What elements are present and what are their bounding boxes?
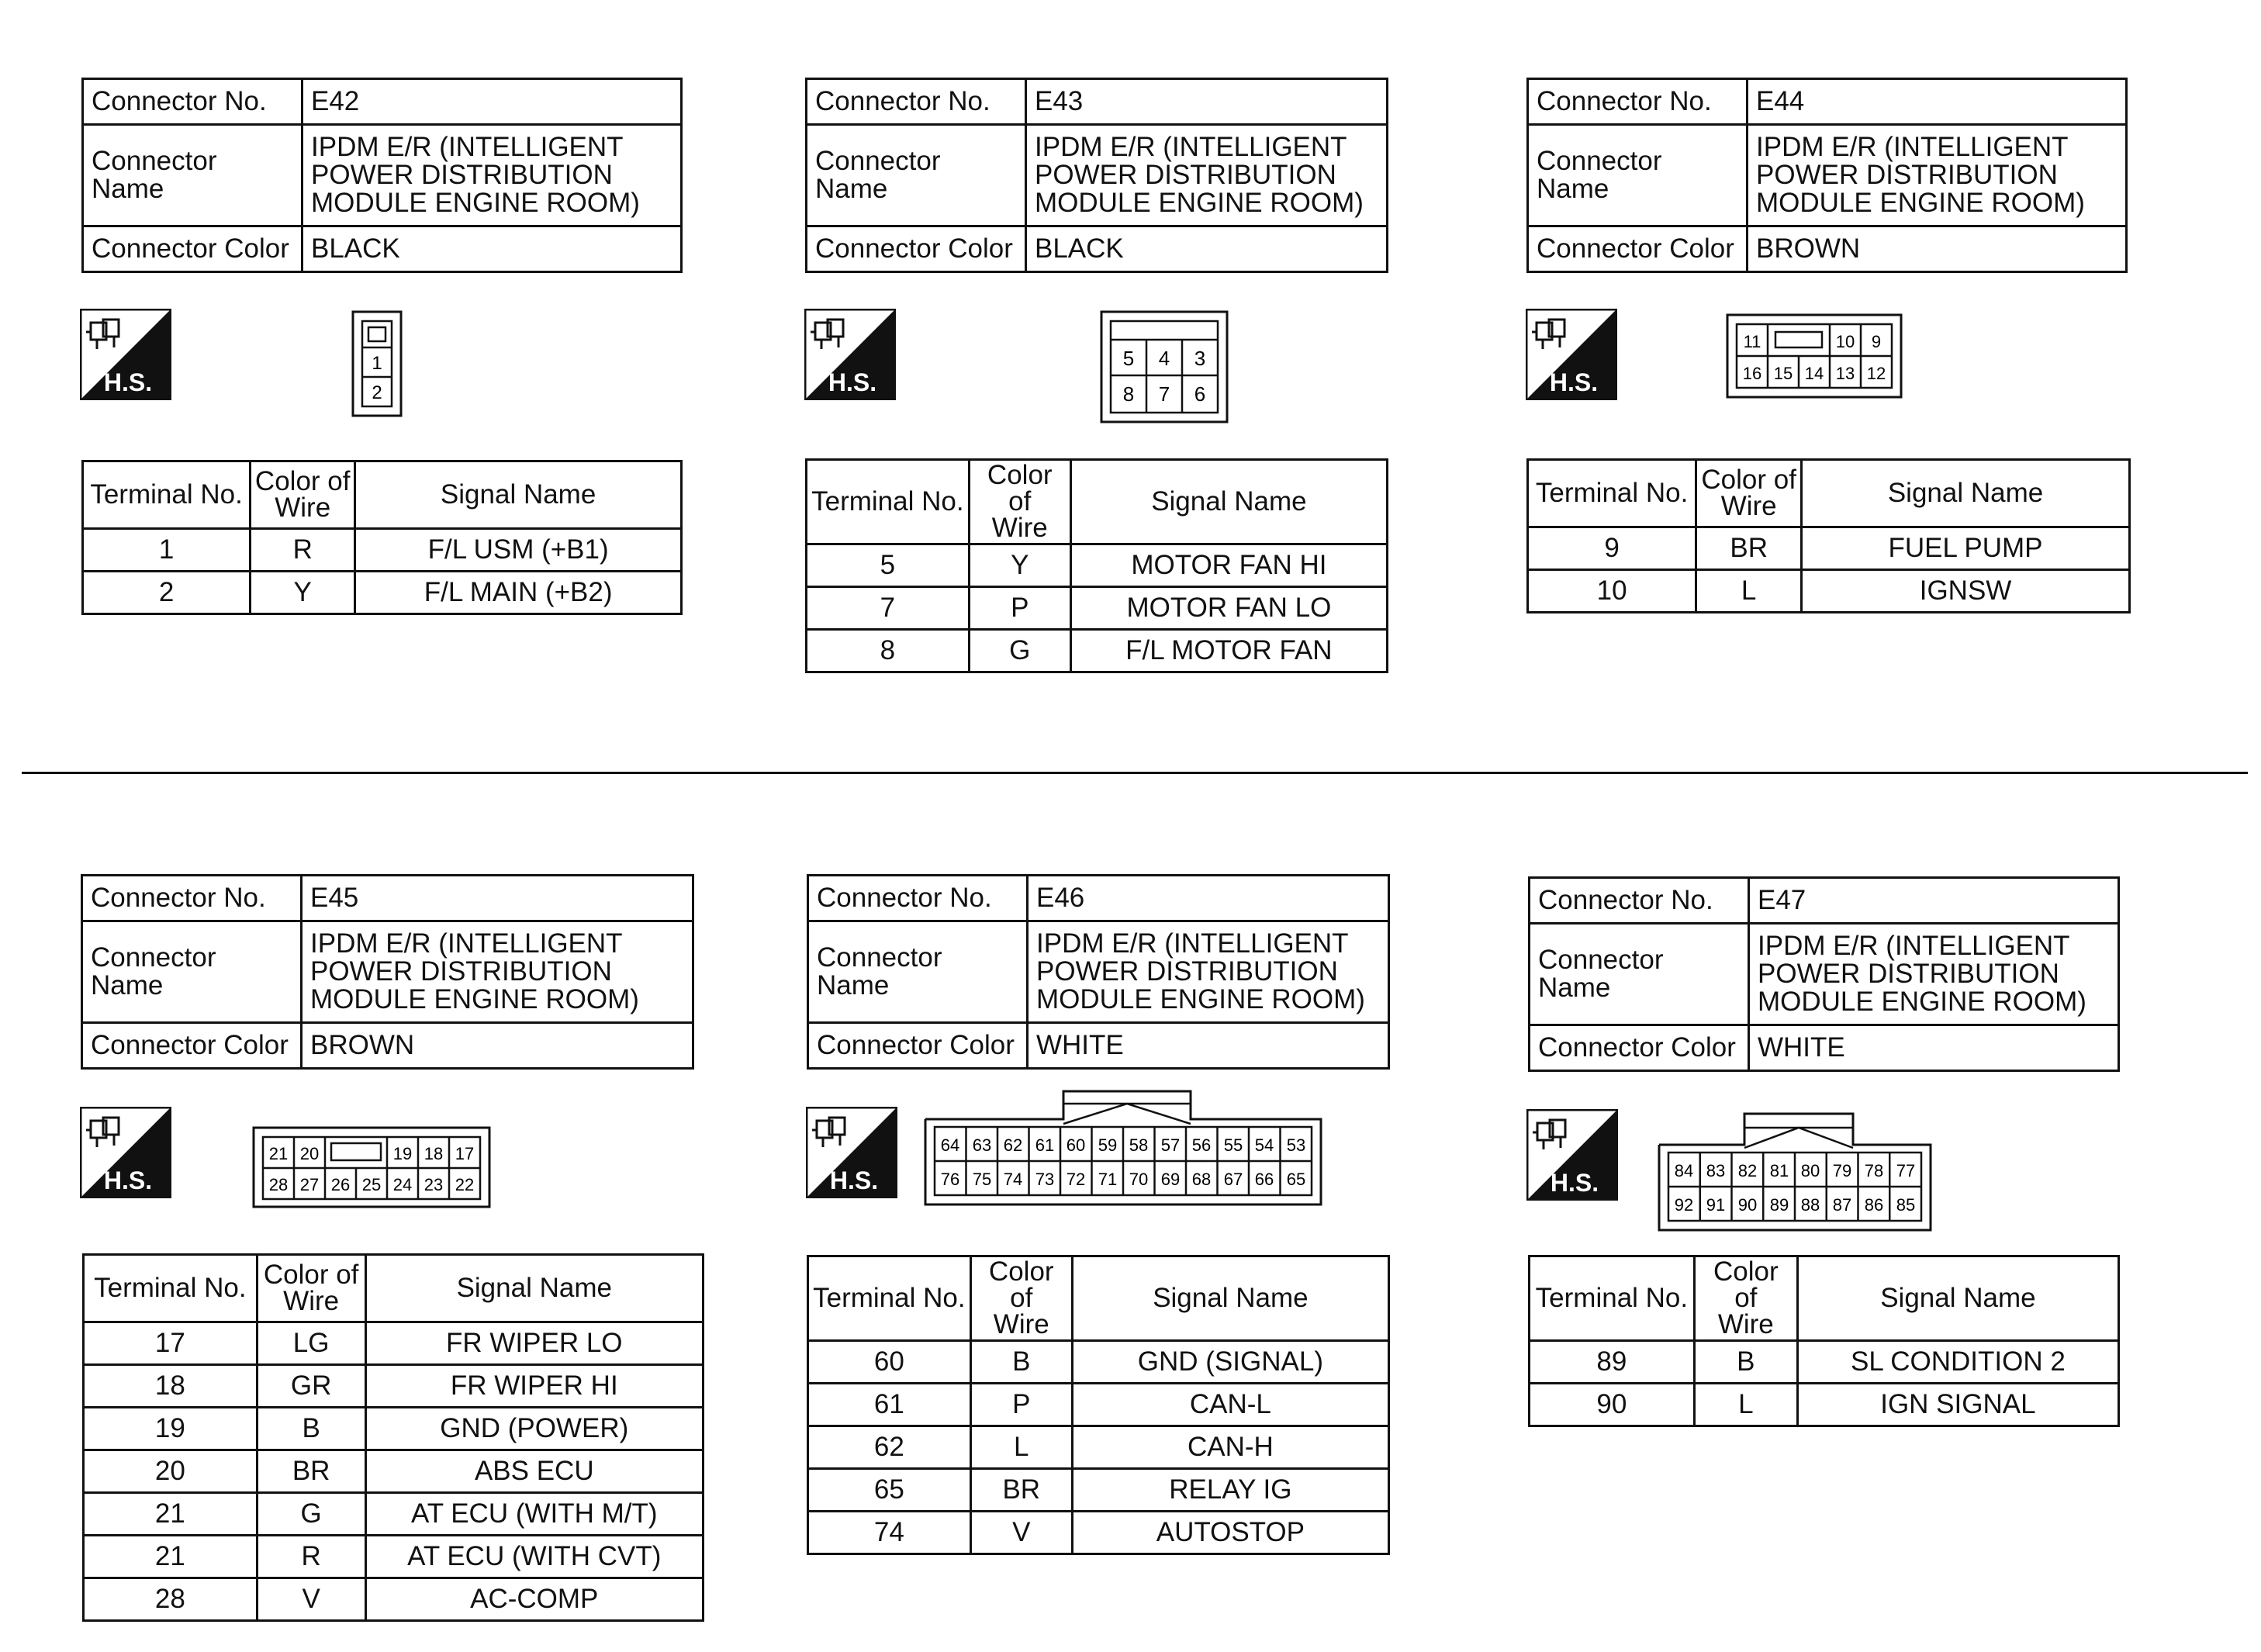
pin-label: 3	[1194, 347, 1206, 370]
harness-side-icon	[80, 1107, 171, 1198]
connector-no-label: Connector No.	[1530, 878, 1749, 924]
pin-label: 23	[424, 1175, 444, 1194]
terminal-no: 21	[84, 1493, 258, 1536]
connector-face-e46	[924, 1088, 1322, 1206]
pin-label: 76	[940, 1170, 960, 1189]
pin-label: 9	[1871, 332, 1882, 351]
wire-color-header: Color of Wire	[257, 1255, 365, 1322]
signal-name: ABS ECU	[365, 1450, 703, 1493]
terminal-table	[81, 460, 683, 615]
connector-info-table	[807, 874, 1390, 1070]
pin-label: 11	[1743, 332, 1761, 351]
wire-color: B	[970, 1341, 1072, 1384]
pin-label: 18	[424, 1144, 444, 1163]
pin-label: 62	[1003, 1135, 1023, 1155]
pin-label: 13	[1835, 364, 1855, 383]
connector-color-value: WHITE	[1028, 1023, 1389, 1069]
pin-label: 55	[1223, 1135, 1243, 1155]
table-row	[84, 1536, 704, 1578]
pin-label: 56	[1191, 1135, 1212, 1155]
connector-color-label: Connector Color	[82, 1023, 302, 1069]
pin-label: 68	[1191, 1170, 1212, 1189]
pin-label: 71	[1098, 1170, 1118, 1189]
pin-label: 21	[268, 1144, 289, 1163]
terminal-no: 2	[83, 572, 251, 614]
signal-name: MOTOR FAN LO	[1070, 587, 1387, 630]
pin-label: 20	[299, 1144, 320, 1163]
pin-label: 91	[1706, 1195, 1726, 1215]
pin-label: 2	[372, 382, 382, 403]
connector-no-value: E46	[1028, 876, 1389, 921]
pin-label: 88	[1800, 1195, 1820, 1215]
pin-label: 5	[1122, 347, 1135, 370]
harness-side-icon	[80, 309, 171, 400]
signal-name-header: Signal Name	[1802, 460, 2130, 527]
signal-name: AT ECU (WITH CVT)	[365, 1536, 703, 1578]
hs-label: H.S.	[1550, 1169, 1599, 1197]
pin-label: 63	[972, 1135, 992, 1155]
terminal-no: 1	[83, 529, 251, 572]
terminal-no: 8	[807, 630, 970, 672]
terminal-table	[1528, 1255, 2120, 1427]
wire-color: P	[969, 587, 1070, 630]
wire-color: G	[257, 1493, 365, 1536]
wire-color: GR	[257, 1365, 365, 1408]
table-row	[1530, 1341, 2119, 1384]
connector-no-label: Connector No.	[82, 876, 302, 921]
table-row	[1530, 1384, 2119, 1426]
connector-name-label: Connector Name	[82, 921, 302, 1023]
connector-face-e42	[351, 310, 403, 417]
terminal-table	[807, 1255, 1390, 1555]
signal-name-header: Signal Name	[1072, 1256, 1388, 1341]
connector-block-e43	[805, 78, 1388, 273]
signal-name: GND (POWER)	[365, 1408, 703, 1450]
terminal-no: 19	[84, 1408, 258, 1450]
hs-label: H.S.	[828, 368, 877, 396]
pin-label: 75	[972, 1170, 992, 1189]
terminal-no: 20	[84, 1450, 258, 1493]
terminal-no: 5	[807, 544, 970, 587]
signal-name: IGNSW	[1802, 570, 2130, 613]
connector-face-e45	[252, 1126, 491, 1208]
pin-label: 16	[1742, 364, 1762, 383]
wire-color: B	[1694, 1341, 1797, 1384]
terminal-no: 61	[808, 1384, 971, 1426]
pin-label: 82	[1737, 1161, 1758, 1180]
table-row	[84, 1493, 704, 1536]
pin-label: 79	[1832, 1161, 1852, 1180]
pin-label: 22	[455, 1175, 475, 1194]
terminal-no: 17	[84, 1322, 258, 1365]
pin-label: 4	[1158, 347, 1170, 370]
wire-color: L	[1696, 570, 1802, 613]
table-row	[84, 1408, 704, 1450]
pin-label: 81	[1769, 1161, 1789, 1180]
signal-name-header: Signal Name	[1070, 460, 1387, 544]
connector-no-label: Connector No.	[808, 876, 1028, 921]
connector-block-e47	[1528, 876, 2120, 1072]
connector-face-e44	[1726, 313, 1903, 399]
signal-name-header: Signal Name	[1797, 1256, 2118, 1341]
hs-label: H.S.	[1549, 368, 1599, 396]
hs-label: H.S.	[103, 368, 153, 396]
table-row	[84, 1365, 704, 1408]
connector-no-label: Connector No.	[83, 79, 303, 125]
signal-name: IGN SIGNAL	[1797, 1384, 2118, 1426]
pin-label: 78	[1864, 1161, 1884, 1180]
connector-color-value: BROWN	[1748, 226, 2127, 272]
connector-info-table	[81, 78, 683, 273]
signal-name: CAN-H	[1072, 1426, 1388, 1469]
pin-label: 72	[1066, 1170, 1086, 1189]
wire-color: L	[1694, 1384, 1797, 1426]
pin-label: 53	[1286, 1135, 1306, 1155]
pin-label: 77	[1896, 1161, 1916, 1180]
terminal-table	[82, 1253, 704, 1622]
pin-label: 28	[268, 1175, 289, 1194]
connector-name-label: Connector Name	[1528, 125, 1748, 226]
connector-info-table	[1526, 78, 2128, 273]
connector-face-e43	[1100, 310, 1229, 423]
signal-name: F/L MOTOR FAN	[1070, 630, 1387, 672]
pin-label: 57	[1160, 1135, 1181, 1155]
connector-color-value: WHITE	[1749, 1025, 2119, 1071]
pin-label: 25	[361, 1175, 382, 1194]
wire-color: L	[970, 1426, 1072, 1469]
connector-block-e42	[81, 78, 683, 273]
table-row	[807, 630, 1388, 672]
pin-label: 8	[1122, 382, 1135, 406]
table-row	[1528, 570, 2130, 613]
terminal-no: 18	[84, 1365, 258, 1408]
connector-name-value: IPDM E/R (INTELLIGENT POWER DISTRIBUTION MODULE ENGINE ROOM)	[1026, 125, 1388, 226]
pin-label: 24	[392, 1175, 413, 1194]
wire-color-header: Color of Wire	[1696, 460, 1802, 527]
table-row	[1528, 527, 2130, 570]
connector-color-label: Connector Color	[808, 1023, 1028, 1069]
connector-face-e47	[1658, 1111, 1932, 1232]
terminal-no-header: Terminal No.	[1528, 460, 1696, 527]
pin-label: 6	[1194, 382, 1206, 406]
pin-label: 65	[1286, 1170, 1306, 1189]
pin-label: 19	[392, 1144, 413, 1163]
connector-name-label: Connector Name	[1530, 924, 1749, 1025]
wire-color: V	[257, 1578, 365, 1621]
terminal-no: 65	[808, 1469, 971, 1512]
terminal-no: 60	[808, 1341, 971, 1384]
connector-info-table	[805, 78, 1388, 273]
connector-name-label: Connector Name	[83, 125, 303, 226]
terminal-no: 9	[1528, 527, 1696, 570]
connector-block-e45	[81, 874, 694, 1070]
wire-color: P	[970, 1384, 1072, 1426]
connector-no-value: E42	[303, 79, 682, 125]
pin-label: 27	[299, 1175, 320, 1194]
connector-name-value: IPDM E/R (INTELLIGENT POWER DISTRIBUTION MODULE ENGINE ROOM)	[302, 921, 693, 1023]
pin-label: 14	[1804, 364, 1824, 383]
hs-label: H.S.	[103, 1166, 153, 1194]
signal-name: AC-COMP	[365, 1578, 703, 1621]
terminal-no: 74	[808, 1512, 971, 1554]
connector-no-value: E44	[1748, 79, 2127, 125]
pin-label: 84	[1674, 1161, 1694, 1180]
connector-no-value: E47	[1749, 878, 2119, 924]
wire-color: V	[970, 1512, 1072, 1554]
pin-label: 61	[1035, 1135, 1055, 1155]
pin-label: 60	[1066, 1135, 1086, 1155]
table-row	[808, 1426, 1389, 1469]
signal-name: FR WIPER HI	[365, 1365, 703, 1408]
harness-side-icon	[804, 309, 896, 400]
pin-label: 7	[1158, 382, 1170, 406]
connector-no-value: E43	[1026, 79, 1388, 125]
wire-color: BR	[970, 1469, 1072, 1512]
connector-color-value: BLACK	[303, 226, 682, 272]
wire-color-header: Color of Wire	[1694, 1256, 1797, 1341]
wire-color: LG	[257, 1322, 365, 1365]
connector-no-value: E45	[302, 876, 693, 921]
signal-name: F/L USM (+B1)	[355, 529, 682, 572]
pin-label: 83	[1706, 1161, 1726, 1180]
pin-label: 89	[1769, 1195, 1789, 1215]
signal-name-header: Signal Name	[365, 1255, 703, 1322]
pin-label: 70	[1129, 1170, 1149, 1189]
connector-color-label: Connector Color	[1530, 1025, 1749, 1071]
wire-color: Y	[969, 544, 1070, 587]
pin-label: 87	[1832, 1195, 1852, 1215]
wire-color: R	[257, 1536, 365, 1578]
terminal-no: 28	[84, 1578, 258, 1621]
pin-label: 26	[330, 1175, 351, 1194]
connector-name-label: Connector Name	[808, 921, 1028, 1023]
connector-color-label: Connector Color	[83, 226, 303, 272]
wire-color: BR	[257, 1450, 365, 1493]
pin-label: 74	[1003, 1170, 1023, 1189]
table-row	[807, 587, 1388, 630]
pin-label: 1	[372, 353, 382, 374]
pin-label: 85	[1896, 1195, 1916, 1215]
harness-side-icon	[806, 1107, 897, 1198]
table-row	[84, 1322, 704, 1365]
pin-label: 10	[1835, 332, 1855, 351]
terminal-no: 89	[1530, 1341, 1695, 1384]
pin-label: 58	[1129, 1135, 1149, 1155]
table-row	[808, 1512, 1389, 1554]
pin-label: 59	[1098, 1135, 1118, 1155]
wire-color: R	[251, 529, 355, 572]
connector-name-value: IPDM E/R (INTELLIGENT POWER DISTRIBUTION MODULE ENGINE ROOM)	[1749, 924, 2119, 1025]
connector-block-e44	[1526, 78, 2128, 273]
pin-label: 15	[1773, 364, 1793, 383]
wire-color-header: Color of Wire	[969, 460, 1070, 544]
table-row	[808, 1341, 1389, 1384]
terminal-table	[805, 458, 1388, 673]
table-row	[808, 1469, 1389, 1512]
wire-color: Y	[251, 572, 355, 614]
terminal-no-header: Terminal No.	[84, 1255, 258, 1322]
terminal-no: 10	[1528, 570, 1696, 613]
connector-color-label: Connector Color	[807, 226, 1026, 272]
pin-label: 69	[1160, 1170, 1181, 1189]
terminal-no: 21	[84, 1536, 258, 1578]
signal-name: AT ECU (WITH M/T)	[365, 1493, 703, 1536]
table-row	[807, 544, 1388, 587]
terminal-no: 90	[1530, 1384, 1695, 1426]
connector-info-table	[1528, 876, 2120, 1072]
connector-no-label: Connector No.	[807, 79, 1026, 125]
connector-color-value: BLACK	[1026, 226, 1388, 272]
table-row	[84, 1578, 704, 1621]
connector-color-value: BROWN	[302, 1023, 693, 1069]
terminal-no: 7	[807, 587, 970, 630]
signal-name: FR WIPER LO	[365, 1322, 703, 1365]
signal-name: F/L MAIN (+B2)	[355, 572, 682, 614]
signal-name: MOTOR FAN HI	[1070, 544, 1387, 587]
connector-block-e46	[807, 874, 1390, 1070]
connector-info-table	[81, 874, 694, 1070]
harness-side-icon	[1526, 1109, 1618, 1201]
signal-name: RELAY IG	[1072, 1469, 1388, 1512]
table-row	[808, 1384, 1389, 1426]
connector-name-value: IPDM E/R (INTELLIGENT POWER DISTRIBUTION MODULE ENGINE ROOM)	[1028, 921, 1389, 1023]
signal-name: CAN-L	[1072, 1384, 1388, 1426]
pin-label: 17	[455, 1144, 475, 1163]
signal-name-header: Signal Name	[355, 461, 682, 529]
signal-name: FUEL PUMP	[1802, 527, 2130, 570]
pin-label: 12	[1866, 364, 1886, 383]
wire-color: G	[969, 630, 1070, 672]
terminal-no-header: Terminal No.	[83, 461, 251, 529]
wire-color: BR	[1696, 527, 1802, 570]
connector-name-value: IPDM E/R (INTELLIGENT POWER DISTRIBUTION MODULE ENGINE ROOM)	[303, 125, 682, 226]
pin-label: 80	[1800, 1161, 1820, 1180]
connector-name-value: IPDM E/R (INTELLIGENT POWER DISTRIBUTION MODULE ENGINE ROOM)	[1748, 125, 2127, 226]
terminal-no-header: Terminal No.	[807, 460, 970, 544]
pin-label: 86	[1864, 1195, 1884, 1215]
signal-name: GND (SIGNAL)	[1072, 1341, 1388, 1384]
wire-color-header: Color of Wire	[970, 1256, 1072, 1341]
terminal-table	[1526, 458, 2131, 613]
signal-name: AUTOSTOP	[1072, 1512, 1388, 1554]
wire-color-header: Color of Wire	[251, 461, 355, 529]
hs-label: H.S.	[829, 1166, 879, 1194]
pin-label: 64	[940, 1135, 960, 1155]
table-row	[83, 529, 682, 572]
connector-color-label: Connector Color	[1528, 226, 1748, 272]
signal-name: SL CONDITION 2	[1797, 1341, 2118, 1384]
terminal-no-header: Terminal No.	[1530, 1256, 1695, 1341]
wire-color: B	[257, 1408, 365, 1450]
terminal-no: 62	[808, 1426, 971, 1469]
pin-label: 90	[1737, 1195, 1758, 1215]
table-row	[84, 1450, 704, 1493]
terminal-no-header: Terminal No.	[808, 1256, 971, 1341]
pin-label: 73	[1035, 1170, 1055, 1189]
pin-label: 67	[1223, 1170, 1243, 1189]
table-row	[83, 572, 682, 614]
section-divider	[22, 772, 2248, 774]
pin-label: 66	[1254, 1170, 1274, 1189]
connector-no-label: Connector No.	[1528, 79, 1748, 125]
pin-label: 92	[1674, 1195, 1694, 1215]
pin-label: 54	[1254, 1135, 1274, 1155]
harness-side-icon	[1526, 309, 1617, 400]
connector-name-label: Connector Name	[807, 125, 1026, 226]
